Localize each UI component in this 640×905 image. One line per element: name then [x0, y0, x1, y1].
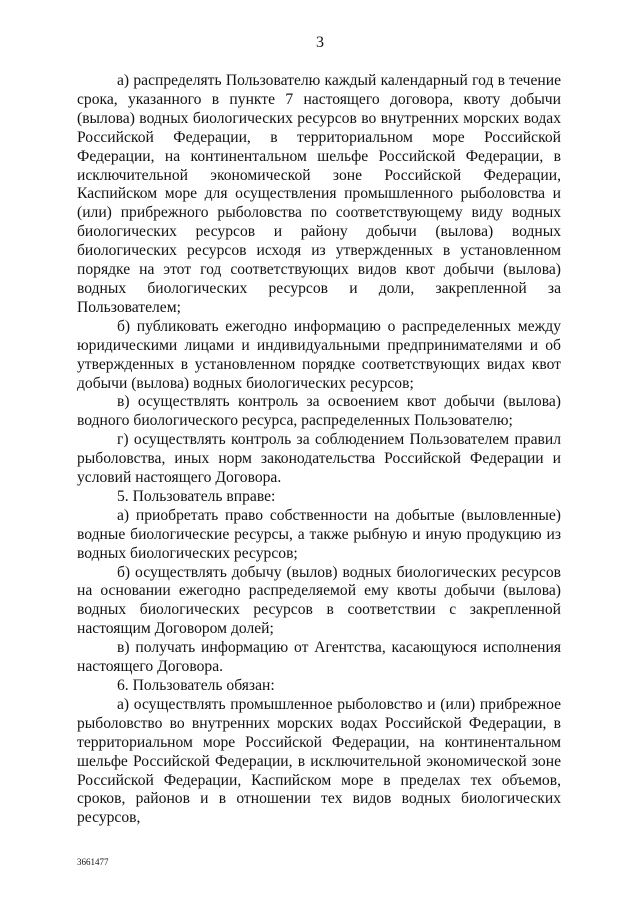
paragraph-4b: б) публиковать ежегодно информацию о распределенных между юридическими лицами и индивидуальными предпринимателями и об утвержденных в установленном порядке соответствующих видах квот добычи (вылова) водных биологических ресурсов; — [77, 317, 561, 392]
paragraph-4v: в) осуществлять контроль за освоением квот добычи (вылова) водного биологического ресурса, распределенных Пользователю; — [77, 393, 561, 430]
paragraph-4g: г) осуществлять контроль за соблюдением Пользователем правил рыболовства, иных норм законодательства Российской Федерации и условий настоящего Договора. — [77, 431, 561, 487]
page-number: 3 — [316, 34, 324, 51]
paragraph-5v: в) получать информацию от Агентства, касающуюся исполнения настоящего Договора. — [77, 639, 561, 676]
paragraph-5a: а) приобретать право собственности на добытые (выловленные) водные биологические ресурсы, а также рыбную и иную продукцию из водных биологических ресурсов; — [77, 506, 561, 562]
paragraph-4a: а) распределять Пользователю каждый календарный год в течение срока, указанного в пункте 7 настоящего договора, квоту добычи (вылова) водных биологических ресурсов во внутренних морских водах Российской Федерации, в территориальном море Российской Федерации, на континентальном шельфе Российской Федерации, в исключительной экономической зоне Российской Федерации, Каспийском море для осуществления промышленного рыболовства и (или) прибрежного рыболовства по соответствующему виду водных биологических ресурсов и району добычи (вылова) водных биологических ресурсов исходя из утвержденных в установленном порядке на этот год соответствующих видов квот добычи (вылова) водных биологических ресурсов и доли, закрепленной за Пользователем; — [77, 72, 561, 316]
document-body — [77, 72, 561, 828]
document-id: 3661477 — [77, 857, 109, 867]
paragraph-6a: а) осуществлять промышленное рыболовство и (или) прибрежное рыболовство во внутренних морских водах Российской Федерации, в территориальном море Российской Федерации, на континентальном шельфе Российской Федерации, в исключительной экономической зоне Российской Федерации, Каспийском море в пределах тех объемов, сроков, районов и в отношении тех видов водных биологических ресурсов, — [77, 695, 561, 827]
paragraph-5b: б) осуществлять добычу (вылов) водных биологических ресурсов на основании ежегодно распределяемой ему квоты добычи (вылова) водных биологических ресурсов в соответствии с закрепленной настоящим Договором долей; — [77, 563, 561, 638]
section-5-heading: 5. Пользователь вправе: — [117, 487, 276, 505]
section-6-heading: 6. Пользователь обязан: — [117, 677, 275, 694]
